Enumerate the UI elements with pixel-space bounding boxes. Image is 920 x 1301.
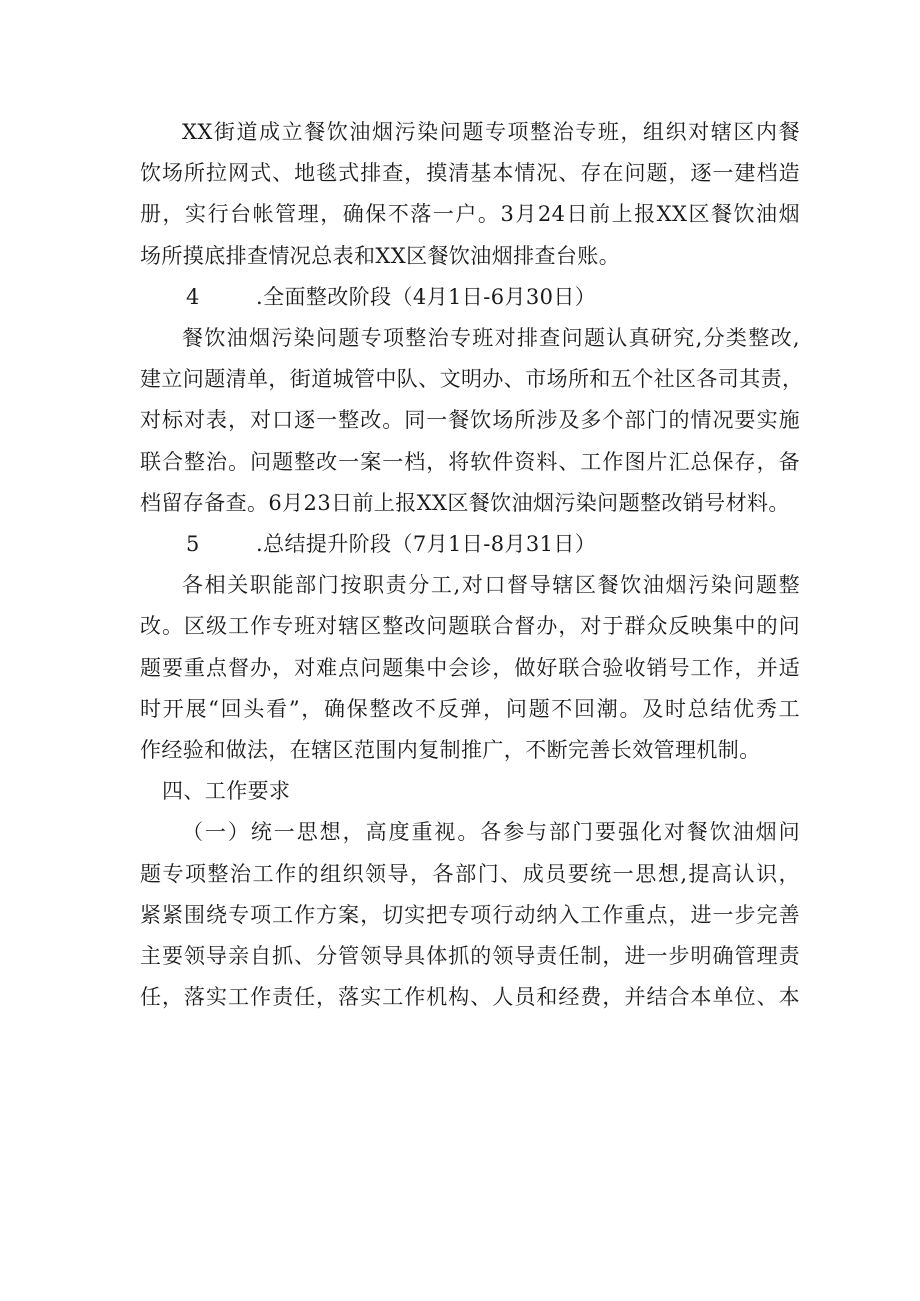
text-line: 紧紧围绕专项工作方案，切实把专项行动纳入工作重点，进一步完善 (140, 902, 800, 927)
text-line: 册，实行台帐管理，确保不落一户。3月24日前上报XX区餐饮油烟 (140, 202, 800, 227)
text-line: 餐饮油烟污染问题专项整治专班对排查问题认真研究,分类整改, (182, 326, 800, 351)
text-line: 联合整治。问题整改一案一档，将软件资料、工作图片汇总保存，备 (140, 449, 800, 474)
text-line: 改。区级工作专班对辖区整改问题联合督办，对于群众反映集中的问 (140, 614, 800, 639)
text-line: 对标对表，对口逐一整改。同一餐饮场所涉及多个部门的情况要实施 (140, 408, 800, 433)
text-line: 题要重点督办，对难点问题集中会诊，做好联合验收销号工作，并适 (140, 655, 800, 680)
heading-text: 四、工作要求 (162, 779, 291, 804)
paragraph-investigation (140, 112, 800, 277)
text-line: XX街道成立餐饮油烟污染问题专项整治专班，组织对辖区内餐 (182, 120, 800, 144)
section-heading-requirements (140, 771, 800, 812)
text-line: 档留存备查。6月23日前上报XX区餐饮油烟污染问题整改销号材料。 (140, 490, 790, 515)
text-line: 主要领导亲自抓、分管领导具体抓的领导责任制，进一步明确管理责 (140, 944, 800, 969)
text-line: 任，落实工作责任，落实工作机构、人员和经费，并结合本单位、本 (140, 985, 800, 1010)
heading-number: 5 (186, 532, 200, 557)
document-body (140, 112, 804, 1018)
text-line: 各相关职能部门按职责分工,对口督导辖区餐饮油烟污染问题整 (182, 573, 800, 598)
text-line: 饮场所拉网式、地毯式排查，摸清基本情况、存在问题，逐一建档造 (140, 161, 800, 186)
section-heading-4 (140, 277, 800, 318)
text-line: 题专项整治工作的组织领导，各部门、成员要统一思想,提高认识， (140, 861, 800, 886)
paragraph-summary (140, 565, 800, 771)
text-line: 作经验和做法，在辖区范围内复制推广，不断完善长效管理机制。 (140, 738, 761, 763)
text-line: 场所摸底排查情况总表和XX区餐饮油烟排查台账。 (140, 243, 621, 268)
heading-text: .全面整改阶段（4月1日-6月30日） (256, 284, 597, 309)
heading-number: 4 (186, 284, 200, 309)
section-heading-5 (140, 524, 800, 565)
text-line: 时开展“回头看”，确保整改不反弹，问题不回潮。及时总结优秀工 (140, 696, 800, 721)
text-line: 建立问题清单，街道城管中队、文明办、市场所和五个社区各司其责， (140, 367, 804, 392)
heading-text: .总结提升阶段（7月1日-8月31日） (256, 532, 597, 557)
text-line: （一）统一思想，高度重视。各参与部门要强化对餐饮油烟问 (182, 820, 800, 845)
paragraph-rectification (140, 318, 804, 524)
paragraph-requirements-1 (140, 812, 800, 1018)
